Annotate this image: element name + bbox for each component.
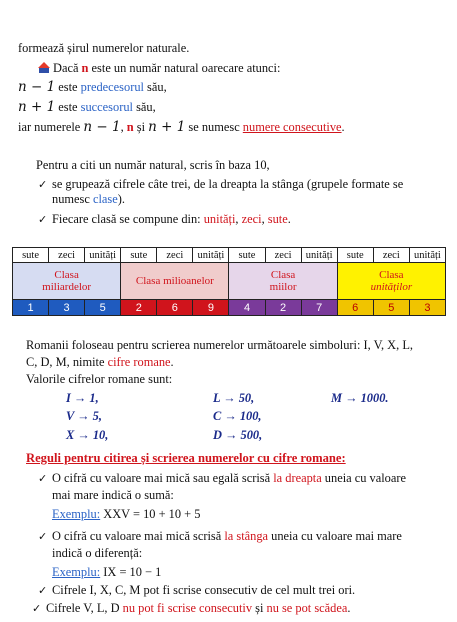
header-cell: zeci: [373, 248, 409, 263]
intro-text: formează șirul numerelor naturale.: [18, 41, 190, 55]
check-icon: ✓: [38, 472, 48, 485]
reading-bullet-2: ✓ Fiecare clasă se compune din: unități, zeci, sute.: [38, 212, 291, 226]
intro-line-1: [18, 41, 189, 56]
roman-value-C: C → 100,: [213, 409, 262, 423]
rule-2-cont: indică o diferență:: [52, 546, 143, 560]
header-cell: sute: [121, 248, 157, 263]
header-cell: zeci: [157, 248, 193, 263]
keyword-cifre-romane: cifre romane: [107, 355, 171, 369]
check-icon: ✓: [38, 213, 48, 226]
example-label: Exemplu:: [52, 565, 101, 579]
keyword-clase: clase: [92, 192, 118, 206]
digit-cell: 2: [121, 300, 157, 316]
example-2: Exemplu: IX = 10 − 1: [52, 565, 162, 579]
roman-line-2: C, D, M, nimite cifre romane.: [26, 355, 174, 369]
class-miliarde: Clasa miliardelor: [13, 263, 121, 300]
header-cell: sute: [13, 248, 49, 263]
check-icon: ✓: [38, 584, 48, 597]
class-unitati: Clasa unităților: [337, 263, 445, 300]
variable-n: n: [81, 61, 89, 75]
table-group-row: [13, 263, 446, 300]
roman-value-X: X → 10,: [66, 428, 109, 442]
roman-value-V: V → 5,: [66, 409, 102, 423]
table-digit-row: [13, 300, 446, 316]
classes-table: [12, 247, 446, 316]
digit-cell: 7: [301, 300, 337, 316]
check-icon: ✓: [38, 530, 48, 543]
roman-line-3: Valorile cifrelor romane sunt:: [26, 372, 173, 386]
rules-title: Reguli pentru citirea și scrierea numerelor cu cifre romane:: [26, 451, 346, 465]
roman-value-M: M → 1000.: [331, 391, 389, 405]
header-cell: unități: [301, 248, 337, 263]
intro-line-3: n − 1 este predecesorul său,: [18, 79, 167, 95]
rule-4: ✓ Cifrele V, L, D nu pot fi scrise consecutiv și nu se pot scădea.: [32, 601, 351, 615]
pencil-bullet-icon: [38, 62, 50, 73]
rule-2: ✓ O cifră cu valoare mai mică scrisă la stânga uneia cu valoare mai mare: [38, 529, 402, 543]
keyword-predecesor: predecesorul: [80, 80, 144, 94]
reading-bullet-1-cont: numesc clase).: [52, 192, 125, 206]
intro-line-2: Dacă n este un număr natural oarecare atunci:: [38, 61, 280, 76]
example-label: Exemplu:: [52, 507, 101, 521]
rule-1-cont: mai mare indică o sumă:: [52, 488, 174, 502]
check-icon: ✓: [38, 178, 48, 191]
class-milioane: Clasa milioanelor: [121, 263, 229, 300]
header-cell: unități: [85, 248, 121, 263]
digit-cell: 6: [337, 300, 373, 316]
keyword-succesor: succesorul: [80, 100, 133, 114]
reading-line-1: Pentru a citi un număr natural, scris în baza 10,: [36, 158, 270, 172]
rule-1: ✓ O cifră cu valoare mai mică sau egală scrisă la dreapta uneia cu valoare: [38, 471, 406, 485]
digit-cell: 5: [85, 300, 121, 316]
intro-line-4: n + 1 este succesorul său,: [18, 99, 156, 115]
digit-cell: 3: [49, 300, 85, 316]
rule-3: ✓ Cifrele I, X, C, M pot fi scrise consecutiv de cel mult trei ori.: [38, 583, 356, 597]
digit-cell: 5: [373, 300, 409, 316]
math-n-minus-1: n − 1: [18, 79, 56, 95]
digit-cell: 2: [265, 300, 301, 316]
table-header-row: [13, 248, 446, 263]
roman-value-L: L → 50,: [213, 391, 255, 405]
roman-value-D: D → 500,: [213, 428, 263, 442]
class-mii: Clasa miilor: [229, 263, 337, 300]
header-cell: zeci: [49, 248, 85, 263]
header-cell: sute: [229, 248, 265, 263]
reading-bullet-1: ✓ se grupează cifrele câte trei, de la dreapta la stânga (grupele formate se: [38, 177, 404, 191]
example-1: Exemplu: XXV = 10 + 10 + 5: [52, 507, 201, 521]
intro-line-5: iar numerele n − 1, n și n + 1 se numesc numere consecutive.: [18, 119, 345, 135]
check-icon: ✓: [32, 602, 42, 615]
math-n-plus-1: n + 1: [18, 99, 56, 115]
roman-value-I: I → 1,: [66, 391, 99, 405]
digit-cell: 6: [157, 300, 193, 316]
header-cell: unități: [193, 248, 229, 263]
keyword-numere-consecutive: numere consecutive: [242, 120, 342, 134]
digit-cell: 9: [193, 300, 229, 316]
digit-cell: 3: [409, 300, 445, 316]
digit-cell: 4: [229, 300, 265, 316]
digit-cell: 1: [13, 300, 49, 316]
header-cell: sute: [337, 248, 373, 263]
header-cell: unități: [409, 248, 445, 263]
roman-line-1: Romanii foloseau pentru scrierea numerelor următoarele simboluri: I, V, X, L,: [26, 338, 413, 352]
header-cell: zeci: [265, 248, 301, 263]
